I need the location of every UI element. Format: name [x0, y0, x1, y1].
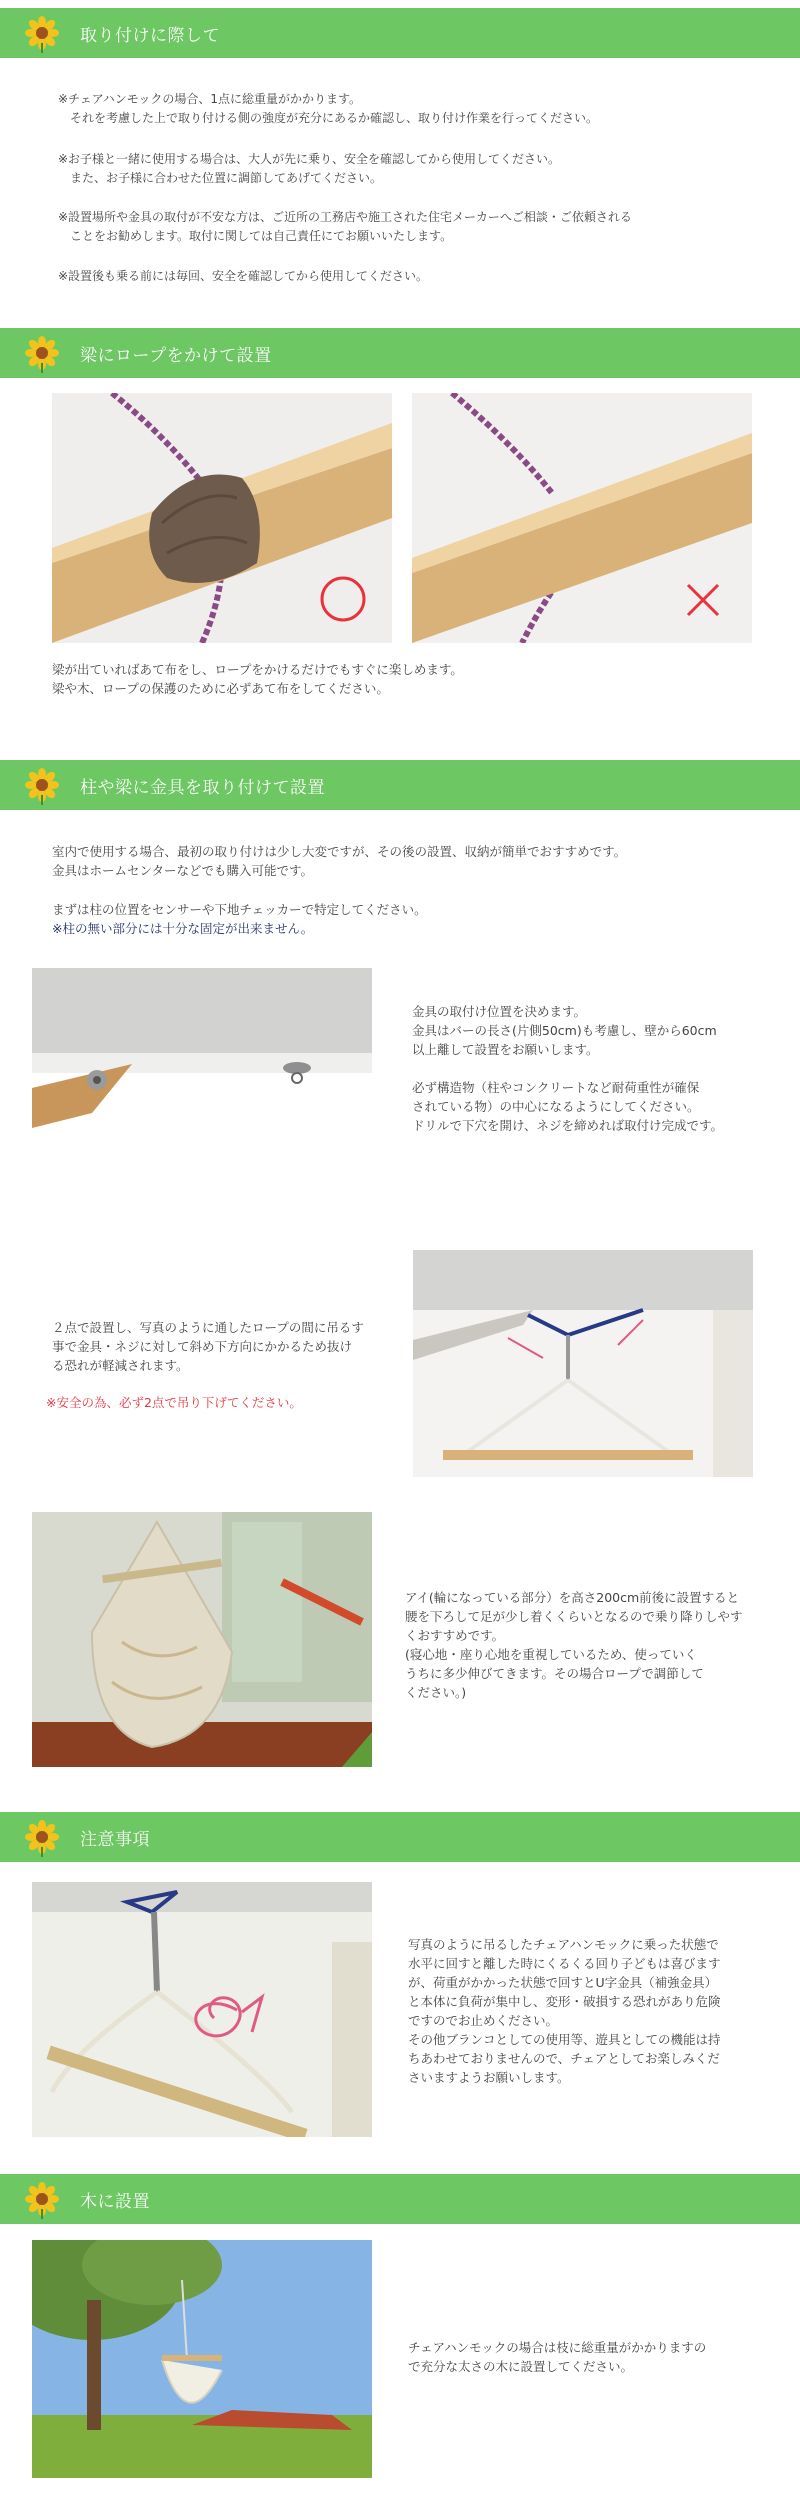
tree-install-photo: [32, 2240, 372, 2478]
section-header-tree: [0, 2174, 800, 2224]
ceiling-hardware-photo: [32, 968, 372, 1195]
section-title: 取り付けに際して: [80, 25, 220, 46]
section-title: 柱や梁に金具を取り付けて設置: [80, 777, 325, 798]
sunflower-icon: [22, 13, 62, 53]
hammock-rotation-photo: [32, 1882, 372, 2137]
install-note: ※設置場所や金具の取付が不安な方は、ご近所の工務店や施工された住宅メーカーへご相談・ご依頼される ことをお勧めします。取付に関しては自己責任にてお願いいたします。: [58, 210, 632, 243]
sunflower-icon: [22, 333, 62, 373]
tree-text: チェアハンモックの場合は枝に総重量がかかりますの で充分な太さの木に設置してください。: [408, 2340, 707, 2374]
beam-rope-text: 梁が出ていればあて布をし、ロープをかけるだけでもすぐに楽しめます。 梁や木、ロープの保護のために必ずあて布をしてください。: [52, 662, 463, 696]
section-title: 注意事項: [80, 1829, 150, 1850]
section-header-hardware: [0, 760, 800, 810]
sunflower-icon: [22, 1817, 62, 1857]
hardware-intro-sensor: まずは柱の位置をセンサーや下地チェッカーで特定してください。: [52, 902, 427, 917]
section-title: 木に設置: [80, 2191, 150, 2212]
section-header-install-notes: [0, 8, 800, 58]
hardware-intro: 室内で使用する場合、最初の取り付けは少し大変ですが、その後の設置、収納が簡単でおすすめです。 金具はホームセンターなどでも購入可能です。: [52, 844, 627, 878]
beam-with-cloth-photo: [52, 393, 392, 643]
section-title: 梁にロープをかけて設置: [80, 345, 272, 366]
sunflower-icon: [22, 765, 62, 805]
hardware-position-text: 金具の取付け位置を決めます。 金具はバーの長さ(片側50cm)も考慮し、壁から60cm 以上離して設置をお願いします。 必ず構造物（柱やコンクリートなど耐荷重性が確保 されている物）の中心になるようにしてください。 ドリルで下穴を開け、ネジを締めれば取付け完成です。: [412, 1004, 724, 1133]
beam-without-cloth-photo: [412, 393, 752, 643]
eye-height-text: アイ(輪になっている部分）を高さ200cm前後に設置すると 腰を下ろして足が少し着くくらいとなるので乗り降りしやす くおすすめです。 (寝心地・座り心地を重視しているため、使っていく うちに多少伸びてきます。その場合ロープで調節して ください。): [405, 1590, 743, 1700]
two-point-warning: ※安全の為、必ず2点で吊り下げてください。: [46, 1395, 302, 1410]
install-note: ※設置後も乗る前には毎回、安全を確認してから使用してください。: [58, 269, 429, 283]
hardware-intro-warning: ※柱の無い部分には十分な固定が出来ません。: [52, 921, 314, 936]
chair-hammock-room-photo: [32, 1512, 372, 1767]
two-point-text: ２点で設置し、写真のように通したロープの間に吊るす 事で金具・ネジに対して斜め下方向にかかるため抜け る恐れが軽減されます。: [52, 1320, 364, 1373]
install-note: ※チェアハンモックの場合、1点に総重量がかかります。 それを考慮した上で取り付ける側の強度が充分にあるか確認し、取り付け作業を行ってください。: [58, 92, 599, 125]
section-header-beam-rope: [0, 328, 800, 378]
section-header-caution: [0, 1812, 800, 1862]
caution-text: 写真のように吊るしたチェアハンモックに乗った状態で 水平に回すと離した時にくるくる回り子どもは喜びます が、荷重がかかった状態で回すとU字金具（補強金具） と本体に負荷が集中し、変形・破損する恐れがあり危険 ですのでお止めください。 その他ブランコとしての使用等、遊具としての機能は持 ちあわせておりませんので、チェアとしてお楽しみくだ さいますようお願いします。: [408, 1937, 721, 2085]
sunflower-icon: [22, 2179, 62, 2219]
two-point-rope-photo: [413, 1250, 753, 1477]
install-note: ※お子様と一緒に使用する場合は、大人が先に乗り、安全を確認してから使用してください。 また、お子様に合わせた位置に調節してあげてください。: [58, 152, 561, 185]
